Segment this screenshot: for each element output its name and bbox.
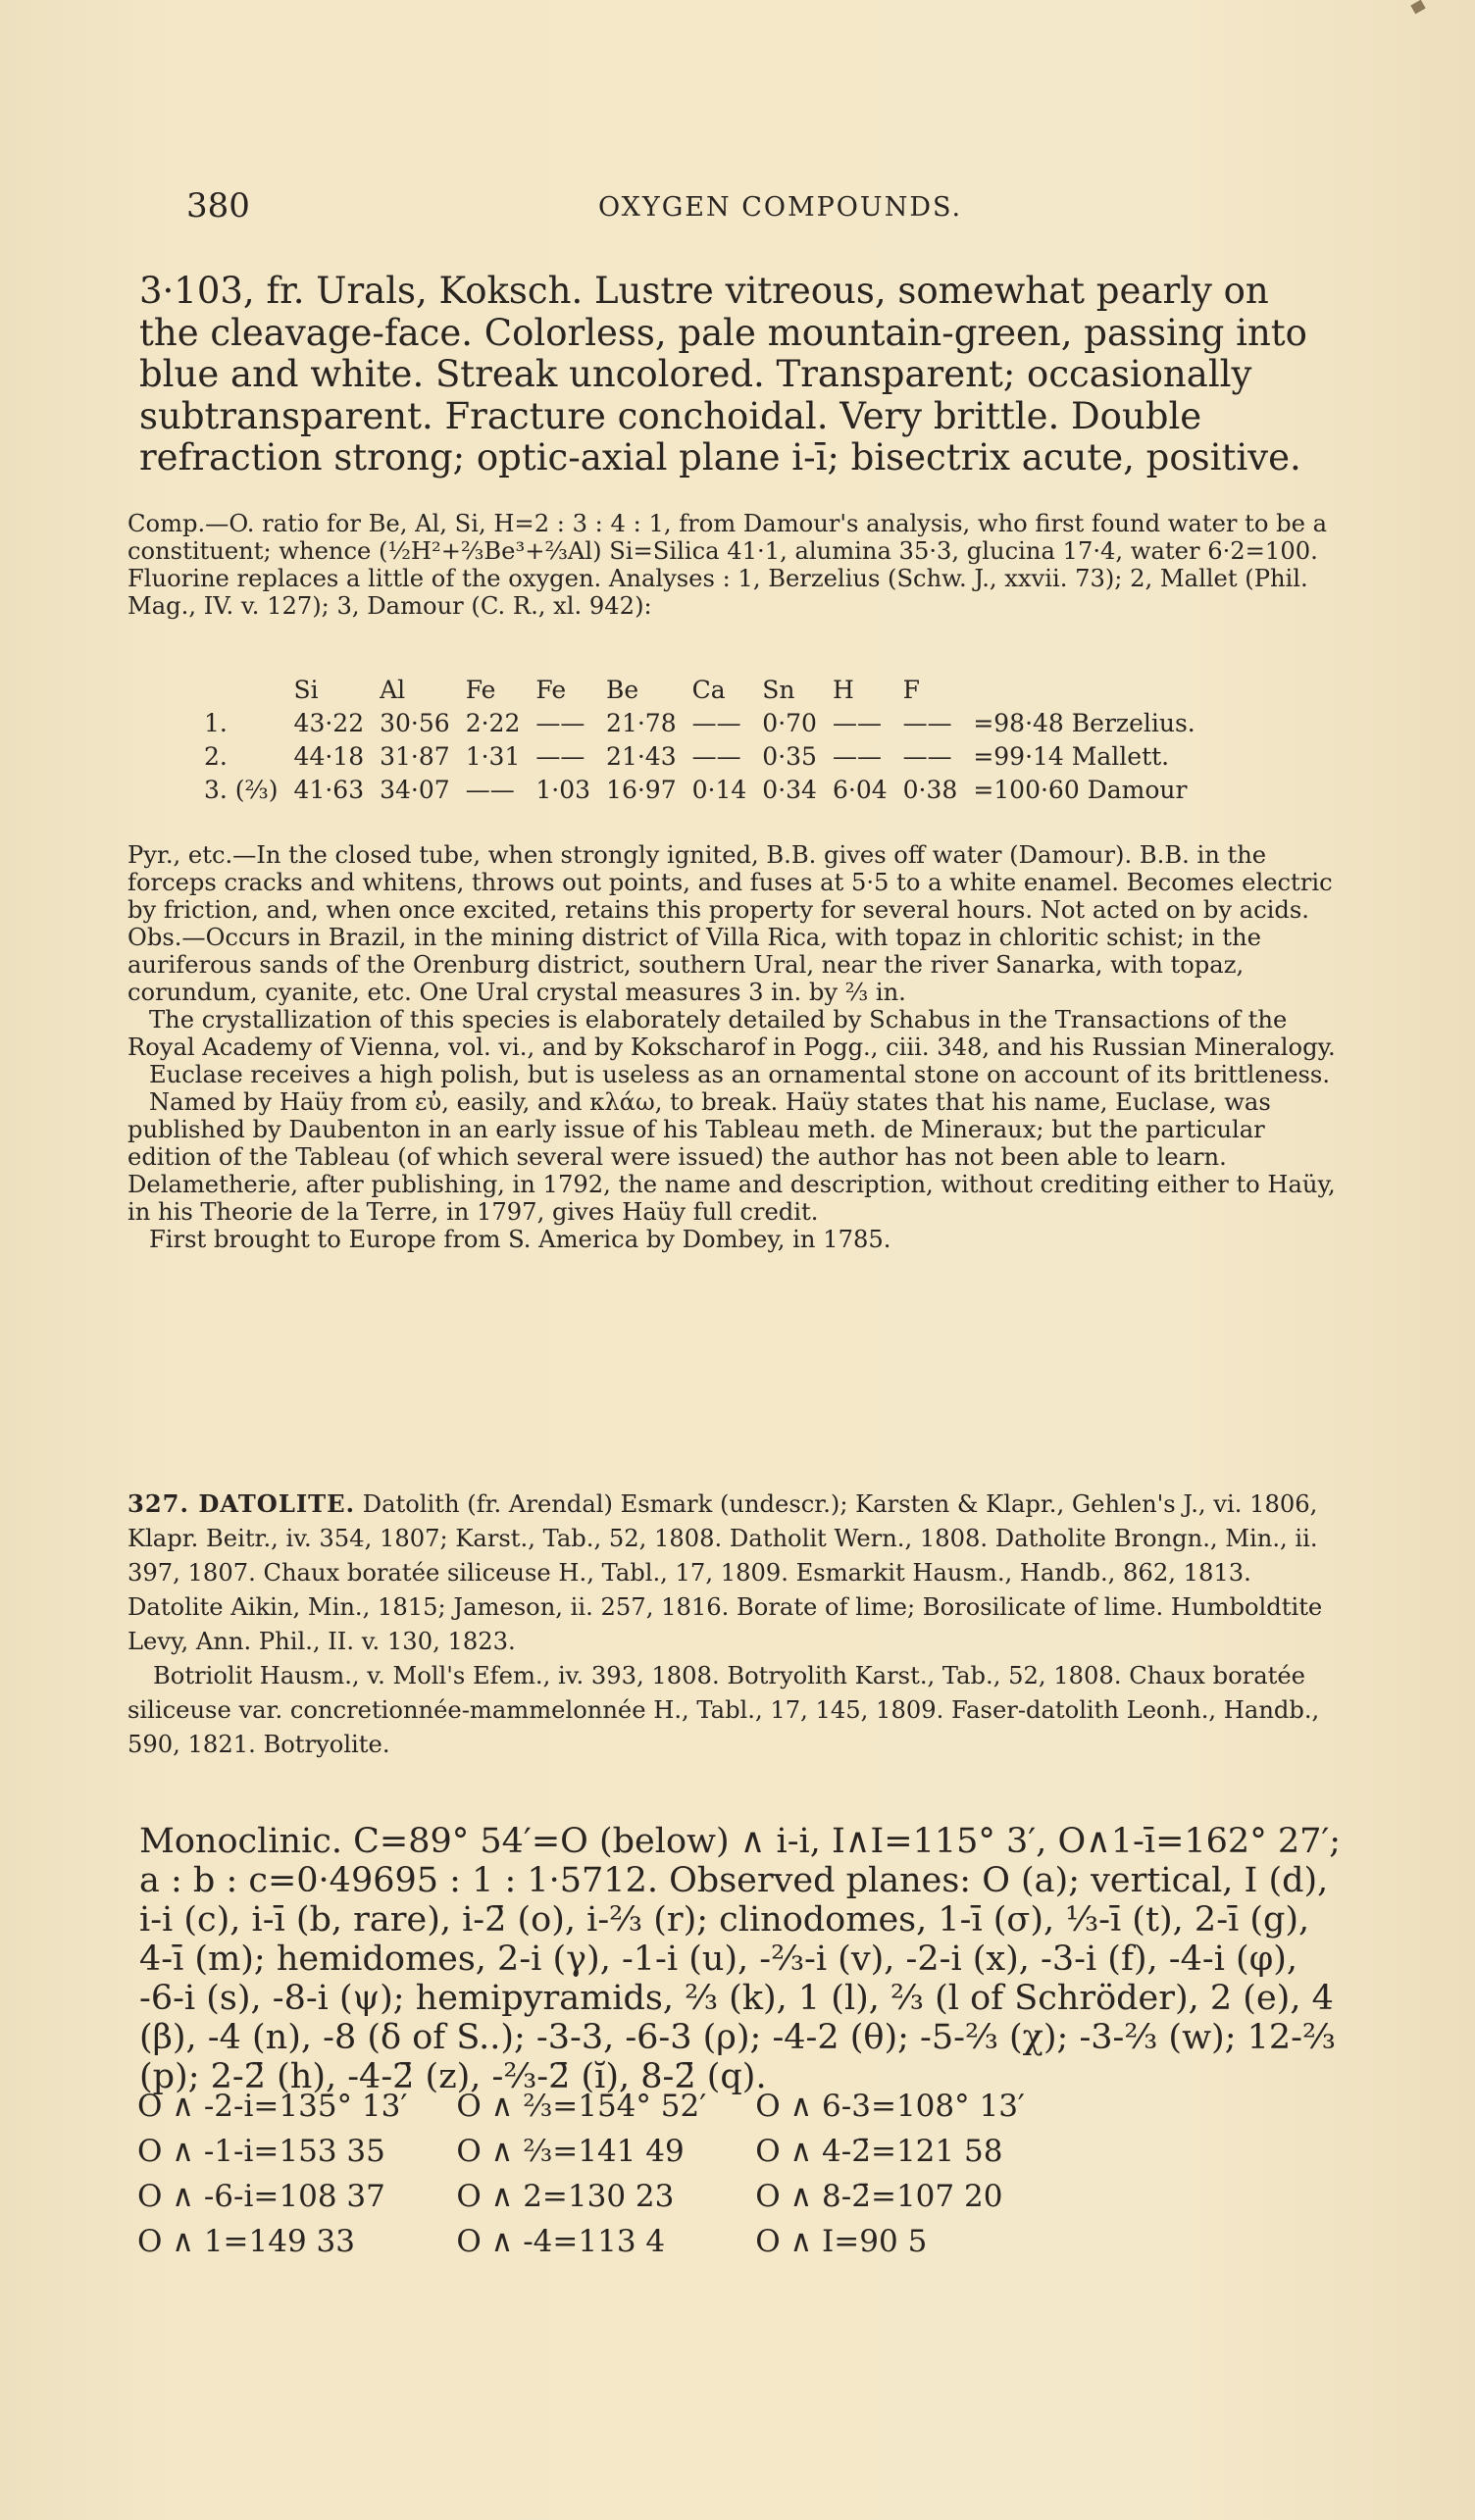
- analysis-cell: 2·22: [465, 708, 521, 737]
- analysis-cell: ——: [691, 708, 741, 737]
- analysis-header-cell: Si: [293, 675, 319, 704]
- analysis-cell: 34·07: [380, 775, 450, 804]
- page-number: 380: [186, 186, 250, 226]
- analysis-cell: 0·70: [762, 708, 817, 737]
- composition-paragraph: Comp.—O. ratio for Be, Al, Si, H=2 : 3 : 4 : 1, from Damour's analysis, who first found water to be a constituent; whence (½H²+⅔Be³+⅔Al) Si=Silica 41·1, alumina 35·3, glucina 17·4, water 6·2=100. Fluorine replaces a little of the oxygen. Analyses : 1, Berzelius (Schw. J., xxvii. 73); 2, Mallet (Phil. Mag., IV. v. 127); 3, Damour (C. R., xl. 942):: [127, 510, 1328, 620]
- angle-cell: O ∧ -4=113 4: [456, 2224, 666, 2259]
- analysis-header-cell: Sn: [762, 675, 795, 704]
- analysis-cell: ——: [535, 708, 585, 737]
- crystallography-paragraph: Monoclinic. C=89° 54′=O (below) ∧ i-i, I∧I=115° 3′, O∧1-ī=162° 27′; a : b : c=0·49695 : 1 : 1·5712. Observed planes: O (a); vertical, I (d), i-i (c), i-ī (b, rare), i-2̄ (o), i-⅔ (r); clinodomes, 1-ī (σ), ⅓-ī (t), 2-ī (g), 4-ī (m); hemidomes, 2-i (γ), -1-i (u), -⅔-i (v), -2-i (x), -3-i (f), -4-i (φ), -6-i (s), -8-i (ψ); hemipyramids, ⅔ (k), 1 (l), ⅔ (l of Schröder), 2 (e), 4 (β), -4 (n), -8 (δ of S..); -3-3, -6-3 (ρ); -4-2 (θ); -5-⅔ (χ); -3-⅔ (w); 12-⅔ (p); 2-2̄ (h), -4-2̄ (z), -⅔-2̄ (ĭ), 8-2̄ (q).: [139, 1822, 1342, 2096]
- analysis-cell: 1·03: [535, 775, 591, 804]
- angle-cell: O ∧ -1-i=153 35: [137, 2134, 385, 2169]
- analysis-header-cell: Fe: [535, 675, 567, 704]
- datolite-heading: 327. DATOLITE.: [127, 1489, 355, 1518]
- analysis-header-cell: [196, 673, 286, 706]
- synonymy-text-2: Botriolit Hausm., v. Moll's Efem., iv. 393, 1808. Botryolith Karst., Tab., 52, 1808. Chaux boratée siliceuse var. concretionnée-mammelonnée H., Tabl., 17, 145, 1809. Faser-datolith Leonh., Handb., 590, 1821. Botryolite.: [127, 1662, 1320, 1758]
- analysis-header-cell: Be: [606, 675, 639, 704]
- analysis-cell: 43·22: [293, 708, 365, 737]
- angle-row: [137, 2219, 1074, 2264]
- analysis-cell: =98·48 Berzelius.: [973, 708, 1195, 737]
- analysis-cell: 44·18: [293, 741, 365, 771]
- angle-cell: O ∧ ⅔=154° 52′: [456, 2089, 707, 2124]
- analysis-header-cell: Al: [380, 675, 406, 704]
- analysis-cell: 0·34: [762, 775, 817, 804]
- datolite-synonymy: [127, 1487, 1344, 1762]
- analysis-header-cell: [965, 673, 1202, 706]
- angle-cell: O ∧ -6-i=108 37: [137, 2179, 385, 2214]
- angle-cell: O ∧ 1=149 33: [137, 2224, 355, 2259]
- analysis-table: [196, 673, 1203, 806]
- analysis-cell: 30·56: [380, 708, 450, 737]
- angle-row: [137, 2084, 1074, 2129]
- pyrognostics-paragraph: Pyr., etc.—In the closed tube, when strongly ignited, B.B. gives off water (Damour). B.B. in the forceps cracks and whitens, throws out points, and fuses at 5·5 to a white enamel. Becomes electric by friction, and, when once excited, retains this property for several hours. Not acted on by acids.: [127, 841, 1333, 924]
- analysis-header-cell: F: [902, 675, 920, 704]
- angle-cell: O ∧ 6-3=108° 13′: [755, 2089, 1025, 2124]
- analysis-header-cell: H: [832, 675, 854, 704]
- analysis-cell: ——: [902, 708, 952, 737]
- analysis-header-row: [196, 673, 1203, 706]
- synonymy-text: Datolith (fr. Arendal) Esmark (undescr.); Karsten & Klapr., Gehlen's J., vi. 1806, Klapr. Beitr., iv. 354, 1807; Karst., Tab., 52, 1808. Datholit Wern., 1808. Datholite Brongn., Min., ii. 397, 1807. Chaux boratée siliceuse H., Tabl., 17, 1809. Esmarkit Hausm., Handb., 862, 1813. Datolite Aikin, Min., 1815; Jameson, ii. 257, 1816. Borate of lime; Borosilicate of lime. Humboldtite Levy, Ann. Phil., II. v. 130, 1823.: [127, 1490, 1323, 1655]
- notes-section: [127, 841, 1344, 1253]
- analysis-cell: 2.: [204, 741, 228, 771]
- analysis-cell: ——: [465, 775, 515, 804]
- analysis-row: [196, 706, 1203, 739]
- angle-cell: O ∧ -2-i=135° 13′: [137, 2089, 408, 2124]
- analysis-row: [196, 739, 1203, 773]
- analysis-cell: 16·97: [606, 775, 677, 804]
- angle-cell: O ∧ I=90 5: [755, 2224, 928, 2259]
- analysis-row: [196, 773, 1203, 806]
- analysis-cell: 3. (⅔): [204, 775, 279, 804]
- history-paragraph: First brought to Europe from S. America by Dombey, in 1785.: [149, 1226, 891, 1253]
- angle-cell: O ∧ ⅔=141 49: [456, 2134, 685, 2169]
- analysis-cell: 1.: [204, 708, 228, 737]
- analysis-header-cell: Fe: [465, 675, 496, 704]
- euclase-description: 3·103, fr. Urals, Koksch. Lustre vitreous, somewhat pearly on the cleavage-face. Colorless, pale mountain-green, passing into blue and white. Streak uncolored. Transparent; occasionally subtransparent. Fracture conchoidal. Very brittle. Double refraction strong; optic-axial plane i-ī; bisectrix acute, positive.: [139, 270, 1307, 479]
- polish-paragraph: Euclase receives a high polish, but is useless as an ornamental stone on account of its brittleness.: [149, 1061, 1331, 1088]
- analysis-cell: =100·60 Damour: [973, 775, 1188, 804]
- analysis-cell: 0·14: [691, 775, 747, 804]
- naming-paragraph: Named by Haüy from εὐ, easily, and κλάω, to break. Haüy states that his name, Euclase, was published by Daubenton in an early issue of his Tableau meth. de Mineraux; but the particular edition of the Tableau (of which several were issued) the author has not been able to learn. Delametherie, after publishing, in 1792, the name and description, without crediting either to Haüy, in his Theorie de la Terre, in 1797, gives Haüy full credit.: [127, 1088, 1336, 1226]
- analysis-header-cell: Ca: [691, 675, 726, 704]
- angle-cell: O ∧ 8-2̄=107 20: [755, 2179, 1003, 2214]
- angle-cell: O ∧ 2=130 23: [456, 2179, 675, 2214]
- analysis-cell: ——: [691, 741, 741, 771]
- analysis-cell: 1·31: [465, 741, 521, 771]
- analysis-cell: 41·63: [293, 775, 365, 804]
- running-title: OXYGEN COMPOUNDS.: [598, 192, 963, 223]
- analysis-cell: 6·04: [832, 775, 888, 804]
- page-header: [186, 186, 1324, 235]
- angles-table: [137, 2084, 1074, 2264]
- analysis-cell: =99·14 Mallett.: [973, 741, 1170, 771]
- angle-row: [137, 2174, 1074, 2219]
- crystallization-paragraph: The crystallization of this species is elaborately detailed by Schabus in the Transactions of the Royal Academy of Vienna, vol. vi., and by Kokscharof in Pogg., ciii. 348, and his Russian Mineralogy.: [127, 1006, 1336, 1061]
- observations-paragraph: Obs.—Occurs in Brazil, in the mining district of Villa Rica, with topaz in chloritic schist; in the auriferous sands of the Orenburg district, southern Ural, near the river Sanarka, with topaz, corundum, cyanite, etc. One Ural crystal measures 3 in. by ⅔ in.: [127, 924, 1261, 1006]
- analysis-cell: 0·35: [762, 741, 817, 771]
- analysis-cell: ——: [535, 741, 585, 771]
- analysis-cell: 21·43: [606, 741, 677, 771]
- angle-cell: O ∧ 4-2̄=121 58: [755, 2134, 1003, 2169]
- corner-mark: [1410, 0, 1425, 14]
- analysis-cell: ——: [832, 708, 882, 737]
- analysis-cell: 31·87: [380, 741, 450, 771]
- analysis-cell: 21·78: [606, 708, 677, 737]
- analysis-cell: ——: [902, 741, 952, 771]
- analysis-cell: ——: [832, 741, 882, 771]
- angle-row: [137, 2129, 1074, 2174]
- analysis-cell: 0·38: [902, 775, 958, 804]
